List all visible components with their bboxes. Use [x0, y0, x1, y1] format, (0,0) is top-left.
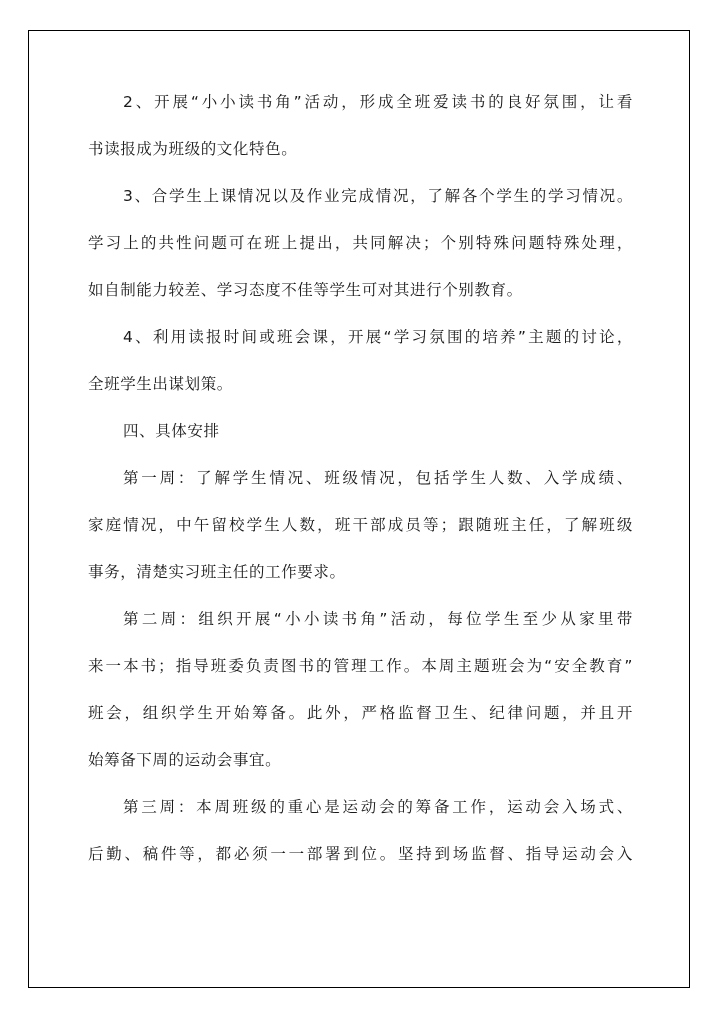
paragraph-line: 4、利用读报时间或班会课，开展“学习氛围的培养”主题的讨论，: [123, 328, 633, 346]
paragraph-line: 事务，清楚实习班主任的工作要求。: [88, 563, 346, 581]
paragraph-line: 来一本书；指导班委负责图书的管理工作。本周主题班会为“安全教育”: [88, 657, 633, 675]
paragraph-line: 班会，组织学生开始筹备。此外，严格监督卫生、纪律问题，并且开: [88, 704, 633, 722]
paragraph-line: 第二周：组织开展“小小读书角”活动，每位学生至少从家里带: [123, 610, 633, 628]
paragraph-line: 2、开展“小小读书角”活动，形成全班爱读书的良好氛围，让看: [123, 93, 633, 111]
paragraph-line: 学习上的共性问题可在班上提出，共同解决；个别特殊问题特殊处理，: [88, 234, 633, 252]
paragraph-line: 全班学生出谋划策。: [88, 375, 233, 393]
paragraph-line: 后勤、稿件等，都必须一一部署到位。坚持到场监督、指导运动会入: [88, 845, 633, 863]
paragraph-line: 家庭情况，中午留校学生人数，班干部成员等；跟随班主任，了解班级: [88, 516, 633, 534]
document-body: [88, 92, 633, 891]
paragraph-line: 如自制能力较差、学习态度不佳等学生可对其进行个别教育。: [88, 281, 523, 299]
paragraph-line: 始筹备下周的运动会事宜。: [88, 751, 282, 769]
paragraph-line: 3、合学生上课情况以及作业完成情况，了解各个学生的学习情况。: [123, 187, 633, 205]
paragraph-line: 第一周：了解学生情况、班级情况，包括学生人数、入学成绩、: [123, 469, 633, 487]
section-heading: 四、具体安排: [123, 422, 220, 440]
paragraph-line: 书读报成为班级的文化特色。: [88, 140, 298, 158]
paragraph-line: 第三周：本周班级的重心是运动会的筹备工作，运动会入场式、: [123, 798, 633, 816]
